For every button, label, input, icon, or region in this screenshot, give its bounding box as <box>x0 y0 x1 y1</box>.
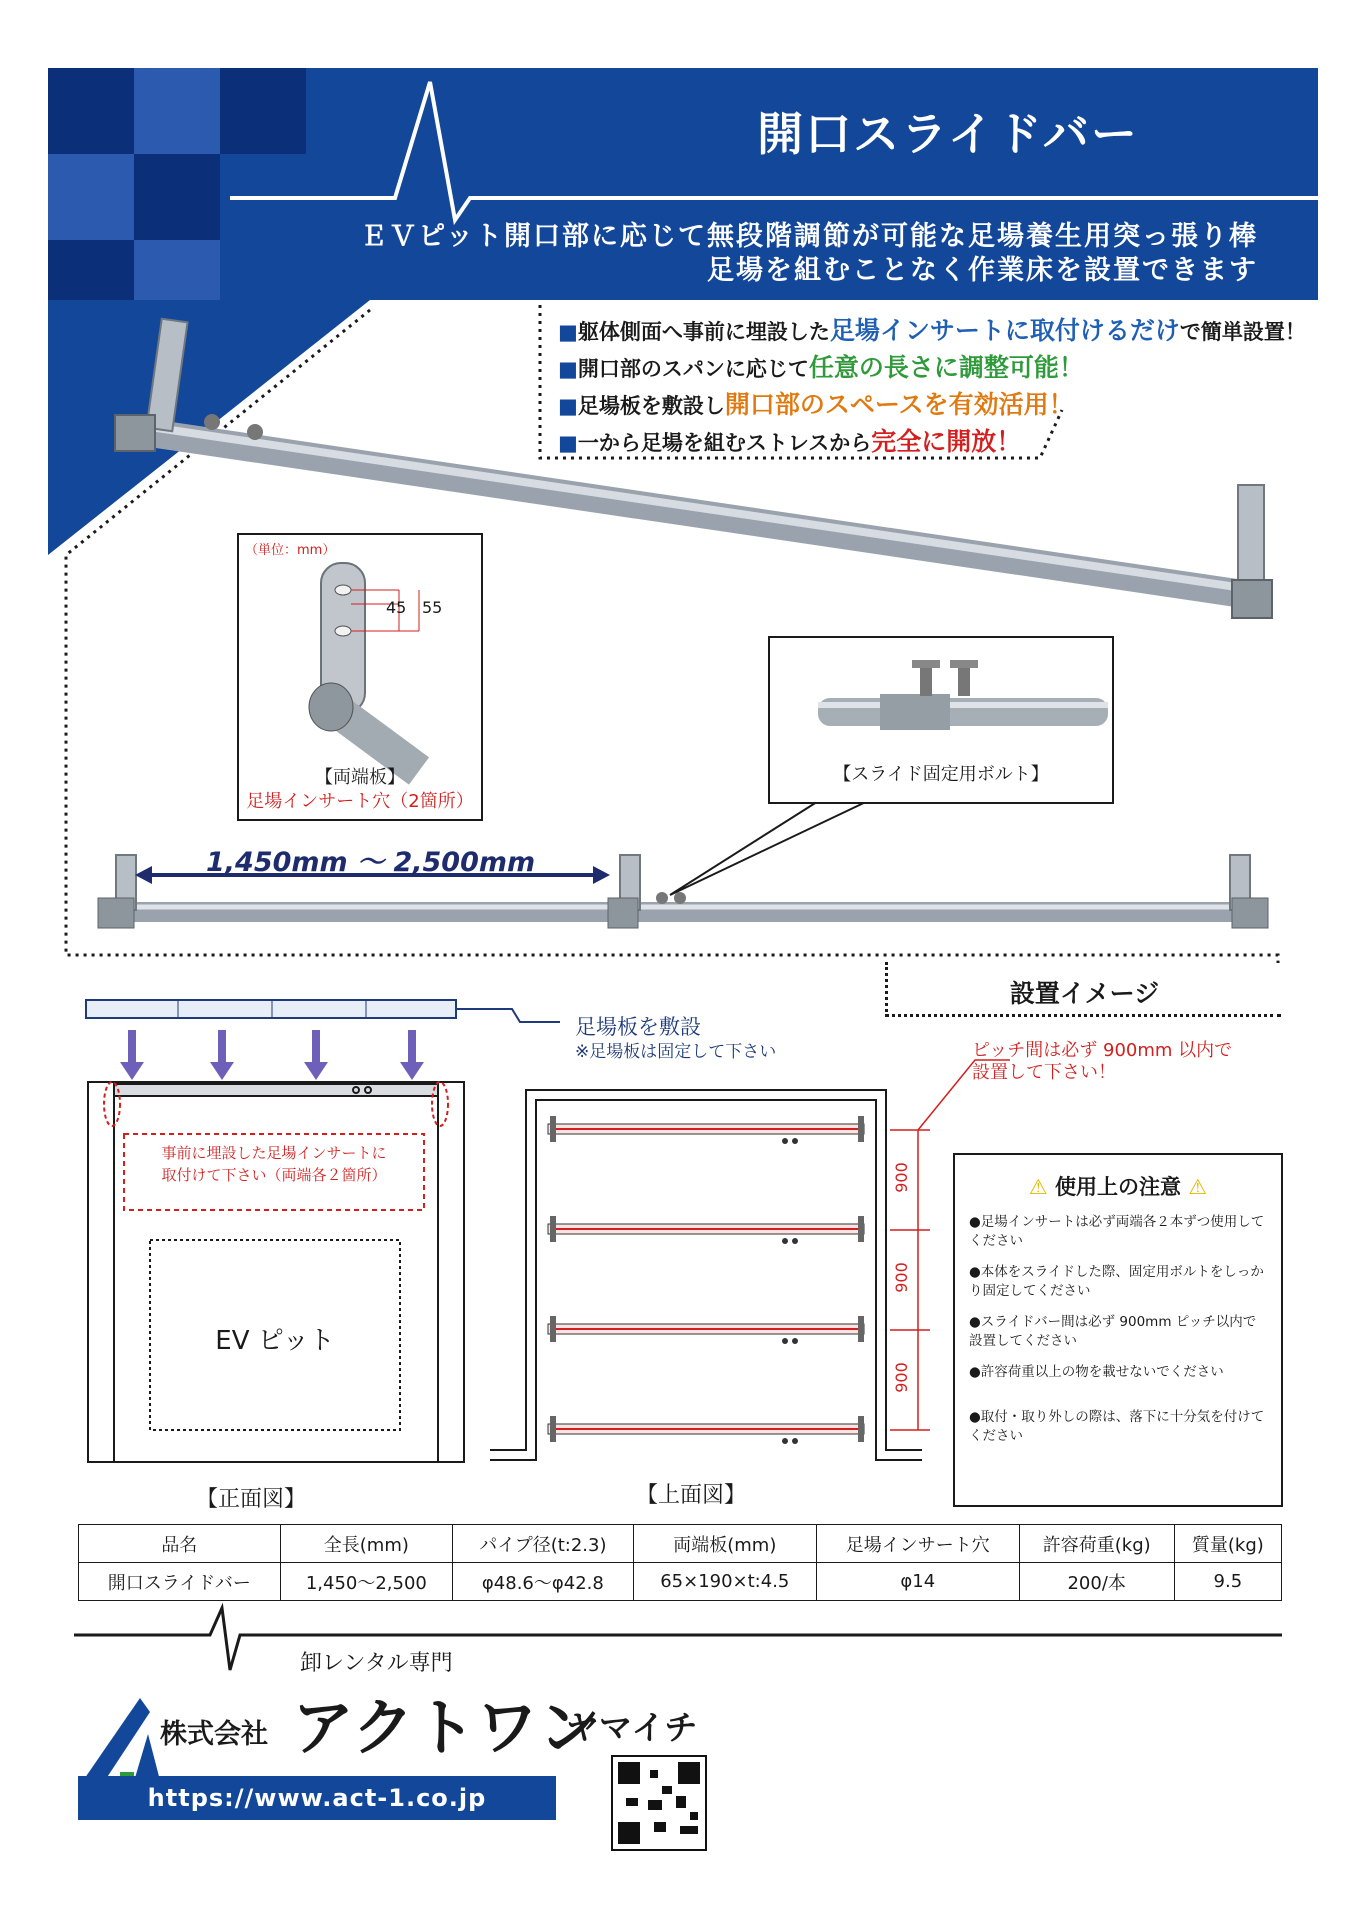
pitch-note-1: ピッチ間は必ず 900mm 以内で <box>972 1040 1233 1061</box>
subtitle-line-1: ＥＶピット開口部に応じて無段階調節が可能な足場養生用突っ張り棒 <box>360 221 1258 252</box>
qr-code <box>612 1756 706 1850</box>
insert-note-1: 事前に埋設した足場インサートに <box>161 1144 387 1162</box>
dim-45: 45 <box>386 598 407 617</box>
note-item: ●取付・取り外しの際は、落下に十分気を付けてください <box>969 1409 1265 1444</box>
pitch-value-1: 900 <box>891 1162 911 1193</box>
warning-icon: ⚠ <box>1028 1175 1048 1199</box>
feature-2: ■開口部のスパンに応じて任意の長さに調整可能！ <box>558 353 1084 382</box>
table-cell: φ48.6～φ42.8 <box>453 1563 634 1601</box>
table-cell: 開口スライドバー <box>79 1563 281 1601</box>
company-suffix: ヤマイチ <box>566 1708 698 1747</box>
top-view-caption: 【上面図】 <box>636 1483 747 1508</box>
pitch-note-2: 設置して下さい！ <box>972 1062 1116 1083</box>
spec-table <box>78 1524 1282 1601</box>
page-title: 開口スライドバー <box>757 107 1139 161</box>
table-cell: 65×190×t:4.5 <box>633 1563 816 1601</box>
note-item: ●スライドバー間は必ず 900mm ピッチ以内で設置してください <box>969 1314 1257 1349</box>
subtitle-line-2: 足場を組むことなく作業床を設置できます <box>707 255 1258 286</box>
table-cell: φ14 <box>816 1563 1019 1601</box>
down-arrows <box>120 1030 424 1080</box>
top-view-bars <box>548 1116 864 1444</box>
end-plate-caption: 【両端板】 <box>315 767 405 788</box>
table-row <box>79 1563 1282 1601</box>
ev-pit-label: EV ピット <box>215 1326 335 1356</box>
footer-decoration <box>0 1600 1357 1920</box>
end-plate-detail <box>237 533 483 821</box>
note-item: ●許容荷重以上の物を載せないでください <box>969 1364 1224 1380</box>
pitch-value-3: 900 <box>891 1362 911 1393</box>
install-title: 設置イメージ <box>1009 979 1160 1008</box>
table-header: 両端板(mm) <box>633 1525 816 1563</box>
unit-label: （単位：mm） <box>245 543 336 558</box>
top-view <box>490 1090 922 1460</box>
dim-55: 55 <box>422 598 443 617</box>
note-item: ●本体をスライドした際、固定用ボルトをしっかり固定してください <box>969 1264 1264 1299</box>
table-header: 質量(kg) <box>1174 1525 1281 1563</box>
notes-title-row <box>955 1171 1281 1201</box>
usage-notes <box>953 1153 1283 1507</box>
feature-3: ■足場板を敷設し開口部のスペースを有効活用！ <box>558 390 1074 419</box>
company-prefix: 株式会社 <box>160 1719 268 1750</box>
notes-title: 使用上の注意 <box>1055 1175 1181 1199</box>
company-name: アクトワン <box>292 1691 601 1764</box>
table-header: パイプ径(t:2.3) <box>453 1525 634 1563</box>
table-cell: 200/本 <box>1019 1563 1174 1601</box>
feature-1: ■躯体側面へ事前に埋設した足場インサートに取付けるだけで簡単設置！ <box>558 316 1306 345</box>
board-note: ※足場板は固定して下さい <box>575 1042 777 1062</box>
warning-icon: ⚠ <box>1188 1175 1208 1199</box>
note-item: ●足場インサートは必ず両端各２本ずつ使用してください <box>969 1214 1265 1249</box>
table-cell: 9.5 <box>1174 1563 1281 1601</box>
front-view-caption: 【正面図】 <box>196 1487 307 1512</box>
company-logo-mark <box>78 1698 162 1788</box>
pitch-value-2: 900 <box>891 1262 911 1293</box>
bolt-detail <box>768 636 1114 804</box>
length-range: 1,450mm ～ 2,500mm <box>206 847 536 878</box>
front-view <box>88 1082 464 1462</box>
table-header: 許容荷重(kg) <box>1019 1525 1174 1563</box>
feature-4: ■一から足場を組むストレスから完全に開放！ <box>558 427 1022 456</box>
table-header: 品名 <box>79 1525 281 1563</box>
end-plate-note: 足場インサート穴（2箇所） <box>246 791 474 812</box>
board-label: 足場板を敷設 <box>575 1015 701 1039</box>
insert-note-2: 取付けて下さい（両端各２箇所） <box>161 1166 387 1184</box>
company-url[interactable]: https://www.act-1.co.jp <box>78 1776 556 1820</box>
table-header: 足場インサート穴 <box>816 1525 1019 1563</box>
company-tagline: 卸レンタル専門 <box>300 1651 453 1676</box>
bolt-caption: 【スライド固定用ボルト】 <box>833 764 1049 785</box>
table-cell: 1,450～2,500 <box>280 1563 452 1601</box>
scaffold-boards <box>86 1000 560 1022</box>
table-header-row <box>79 1525 1282 1563</box>
table-header: 全長(mm) <box>280 1525 452 1563</box>
